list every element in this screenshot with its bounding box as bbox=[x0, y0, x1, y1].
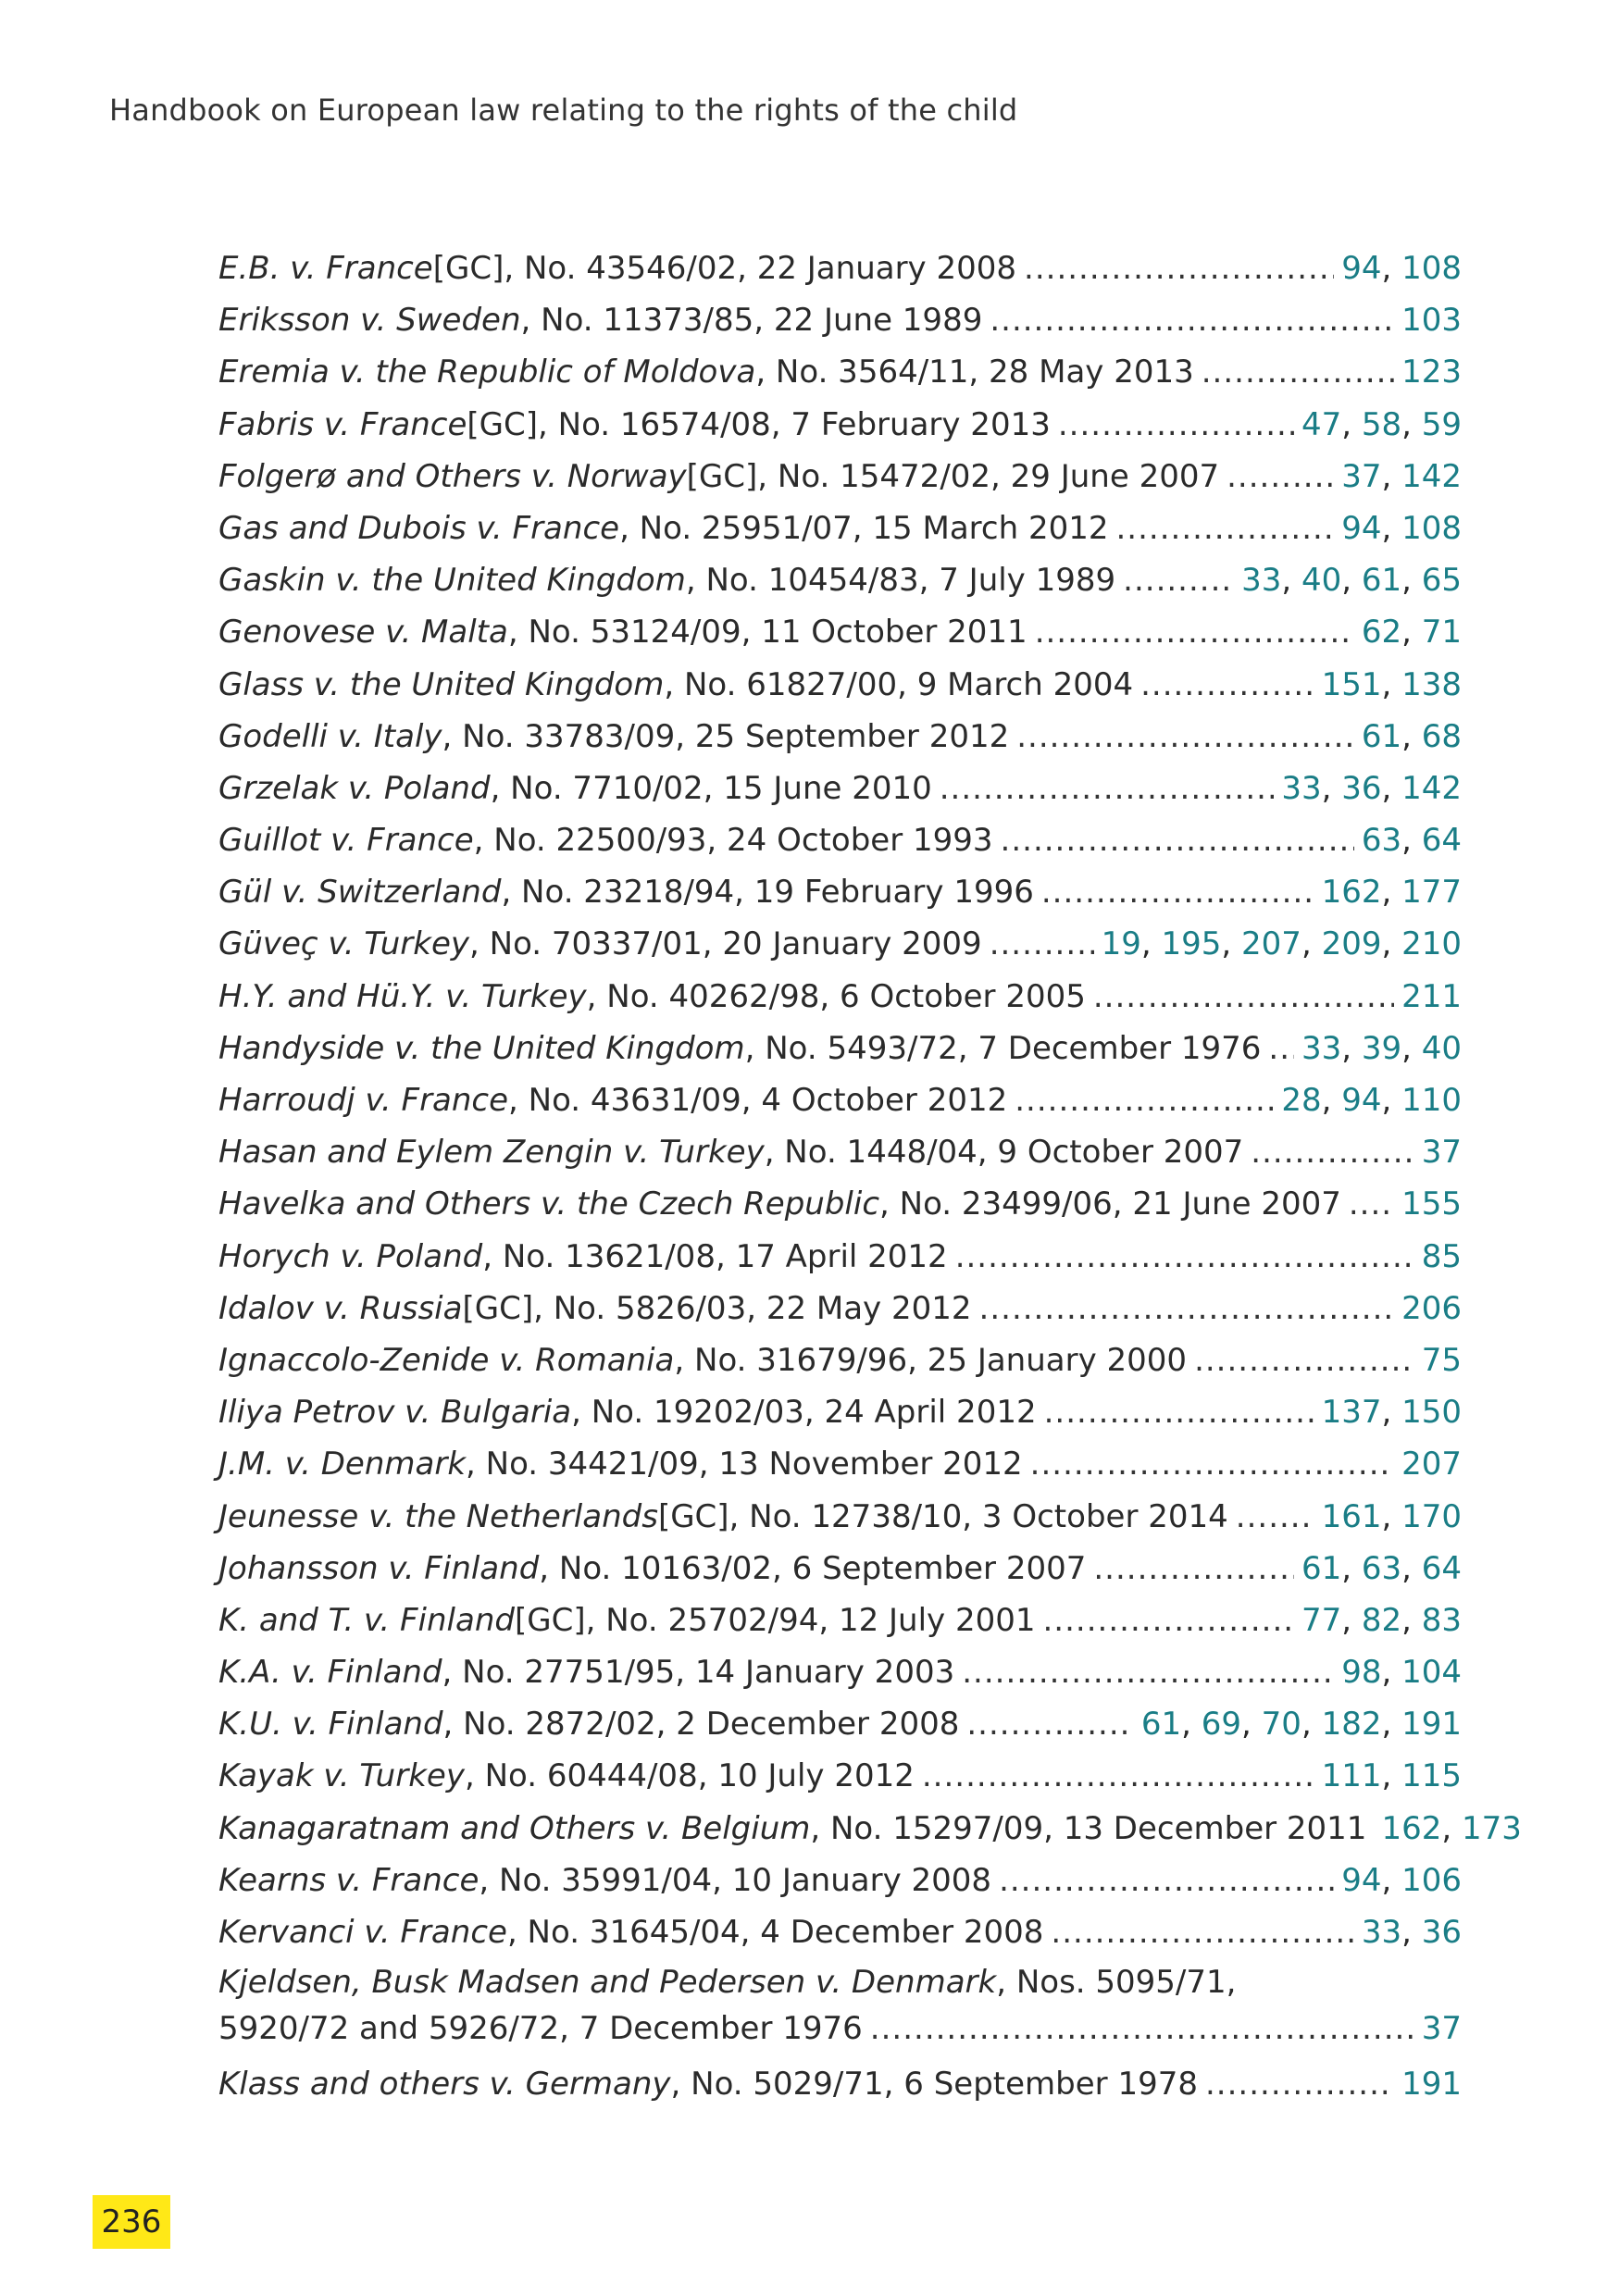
case-details: , Nos. 5095/71, bbox=[996, 1964, 1237, 2002]
page-link[interactable]: 142 bbox=[1401, 457, 1462, 495]
page-separator: , bbox=[1401, 614, 1422, 652]
page-references bbox=[1281, 1074, 1462, 1126]
case-entry bbox=[218, 814, 1462, 866]
page-link[interactable]: 61 bbox=[1361, 717, 1402, 755]
case-details: , No. 61827/00, 9 March 2004 bbox=[664, 665, 1134, 703]
dot-leader bbox=[870, 2006, 1414, 2051]
case-name: Johansson v. Finland bbox=[218, 1549, 540, 1587]
case-details: , No. 11373/85, 22 June 1989 bbox=[520, 302, 983, 340]
case-entry bbox=[218, 1178, 1462, 1230]
page-link[interactable]: 64 bbox=[1421, 1549, 1462, 1587]
case-details-continued: 5920/72 and 5926/72, 7 December 1976 bbox=[218, 2010, 863, 2048]
page-link[interactable]: 61 bbox=[1140, 1706, 1182, 1744]
page-link[interactable]: 103 bbox=[1401, 302, 1462, 340]
case-details: , No. 35991/04, 10 January 2008 bbox=[479, 1861, 992, 1899]
page-link[interactable]: 137 bbox=[1321, 1394, 1382, 1432]
case-name: Ignaccolo-Zenide v. Romania bbox=[218, 1341, 675, 1379]
page-link[interactable]: 191 bbox=[1401, 1706, 1462, 1744]
page-separator: , bbox=[1381, 665, 1402, 703]
page-link[interactable]: 33 bbox=[1361, 1914, 1402, 1951]
page-references bbox=[1301, 1543, 1462, 1595]
case-entry bbox=[218, 918, 1462, 970]
page-link[interactable]: 61 bbox=[1361, 562, 1402, 600]
page-references bbox=[1322, 1750, 1462, 1802]
page-link[interactable]: 36 bbox=[1341, 769, 1382, 807]
case-entry bbox=[218, 1906, 1462, 1958]
dot-leader bbox=[1194, 1334, 1414, 1386]
case-details: [GC], No. 16574/08, 7 February 2013 bbox=[467, 405, 1051, 443]
case-entry bbox=[218, 866, 1462, 918]
case-entry bbox=[218, 711, 1462, 763]
page-references bbox=[1401, 1283, 1462, 1334]
case-details: , No. 33783/09, 25 September 2012 bbox=[442, 717, 1010, 755]
case-entry bbox=[218, 1543, 1462, 1595]
page-separator: , bbox=[1341, 1601, 1362, 1639]
page-references bbox=[1401, 1178, 1462, 1230]
page-separator: , bbox=[1301, 925, 1322, 963]
dot-leader bbox=[999, 1855, 1334, 1906]
case-name: E.B. v. France bbox=[218, 250, 433, 287]
dot-leader bbox=[1044, 1386, 1314, 1438]
page-separator: , bbox=[1381, 1757, 1402, 1795]
page-references bbox=[1241, 554, 1462, 606]
case-details: , No. 19202/03, 24 April 2012 bbox=[571, 1394, 1037, 1432]
case-entry bbox=[218, 1231, 1462, 1283]
case-entry bbox=[218, 1283, 1462, 1334]
page-separator: , bbox=[1401, 1549, 1422, 1587]
page-link[interactable]: 173 bbox=[1461, 1809, 1522, 1847]
page-link[interactable]: 69 bbox=[1201, 1706, 1242, 1744]
dot-leader bbox=[1043, 1595, 1294, 1646]
page-references bbox=[1401, 1438, 1462, 1490]
case-details: , No. 23499/06, 21 June 2007 bbox=[879, 1185, 1341, 1223]
page-link[interactable]: 108 bbox=[1401, 250, 1462, 287]
page-link[interactable]: 77 bbox=[1301, 1601, 1342, 1639]
case-details: , No. 23218/94, 19 February 1996 bbox=[501, 874, 1034, 912]
page-separator: , bbox=[1381, 1861, 1402, 1899]
case-entry bbox=[218, 399, 1462, 451]
case-entry bbox=[218, 503, 1462, 554]
case-details: , No. 31679/96, 25 January 2000 bbox=[674, 1341, 1188, 1379]
case-entry bbox=[218, 1750, 1462, 1802]
page-separator: , bbox=[1381, 250, 1402, 287]
page-references bbox=[1341, 503, 1462, 554]
page-separator: , bbox=[1401, 822, 1422, 860]
case-entry bbox=[218, 1491, 1462, 1543]
page-references bbox=[1301, 399, 1462, 451]
case-entry bbox=[218, 1698, 1462, 1750]
page-separator: , bbox=[1381, 1654, 1402, 1692]
page-link[interactable]: 123 bbox=[1401, 354, 1462, 391]
page-link[interactable]: 207 bbox=[1241, 925, 1301, 963]
case-entry bbox=[218, 659, 1462, 711]
page-link[interactable]: 65 bbox=[1421, 562, 1462, 600]
page-link[interactable]: 33 bbox=[1281, 769, 1322, 807]
case-entry bbox=[218, 1334, 1462, 1386]
dot-leader bbox=[1202, 346, 1394, 398]
case-entry-line bbox=[218, 1958, 1462, 2006]
case-entry bbox=[218, 1958, 1462, 2058]
case-details: , No. 13621/08, 17 April 2012 bbox=[482, 1237, 948, 1275]
page-link[interactable]: 94 bbox=[1341, 250, 1382, 287]
page-separator: , bbox=[1381, 1497, 1402, 1535]
case-details: , No. 70337/01, 20 January 2009 bbox=[469, 925, 982, 963]
page-separator: , bbox=[1281, 562, 1301, 600]
dot-leader bbox=[940, 763, 1275, 814]
page-link[interactable]: 33 bbox=[1301, 1029, 1342, 1067]
case-details: [GC], No. 25702/94, 12 July 2001 bbox=[514, 1601, 1036, 1639]
case-entry bbox=[218, 242, 1462, 294]
page-separator: , bbox=[1381, 874, 1402, 912]
page-link[interactable]: 115 bbox=[1401, 1757, 1462, 1795]
page-link[interactable]: 37 bbox=[1421, 2010, 1462, 2048]
page-link[interactable]: 83 bbox=[1421, 1601, 1462, 1639]
page-separator: , bbox=[1341, 405, 1362, 443]
case-name: Handyside v. the United Kingdom bbox=[218, 1029, 745, 1067]
page-references bbox=[1362, 711, 1462, 763]
case-details: , No. 2872/02, 2 December 2008 bbox=[442, 1706, 960, 1744]
dot-leader bbox=[1140, 659, 1314, 711]
case-name: Hasan and Eylem Zengin v. Turkey bbox=[218, 1134, 765, 1172]
case-details: [GC], No. 12738/10, 3 October 2014 bbox=[657, 1497, 1228, 1535]
page-separator: , bbox=[1381, 509, 1402, 547]
page-references bbox=[1102, 918, 1462, 970]
page-references bbox=[1362, 1906, 1462, 1958]
dot-leader bbox=[955, 1231, 1414, 1283]
page-references bbox=[1341, 242, 1462, 294]
dot-leader bbox=[1123, 554, 1234, 606]
dot-leader bbox=[1205, 2058, 1394, 2110]
case-entry bbox=[218, 1803, 1522, 1855]
case-name: Glass v. the United Kingdom bbox=[218, 665, 665, 703]
page-separator: , bbox=[1140, 925, 1162, 963]
page-references bbox=[1341, 1646, 1462, 1698]
page-separator: , bbox=[1241, 1706, 1262, 1744]
page-separator: , bbox=[1381, 1394, 1402, 1432]
case-details: , No. 5493/72, 7 December 1976 bbox=[744, 1029, 1262, 1067]
page-link[interactable]: 33 bbox=[1241, 562, 1282, 600]
page-link[interactable]: 63 bbox=[1361, 822, 1402, 860]
dot-leader bbox=[1001, 814, 1354, 866]
dot-leader bbox=[1058, 399, 1294, 451]
case-name: J.M. v. Denmark bbox=[218, 1446, 467, 1483]
page-link[interactable]: 142 bbox=[1401, 769, 1462, 807]
page-separator: , bbox=[1381, 1706, 1402, 1744]
page-link[interactable]: 94 bbox=[1341, 1082, 1382, 1119]
case-name: K.A. v. Finland bbox=[218, 1654, 442, 1692]
page-separator: , bbox=[1341, 562, 1362, 600]
page-link[interactable]: 209 bbox=[1321, 925, 1382, 963]
dot-leader bbox=[979, 1283, 1395, 1334]
page-link[interactable]: 47 bbox=[1301, 405, 1342, 443]
case-entry bbox=[218, 1595, 1462, 1646]
page-link[interactable]: 191 bbox=[1401, 2066, 1462, 2104]
page-link[interactable]: 211 bbox=[1401, 977, 1462, 1015]
page-link[interactable]: 138 bbox=[1401, 665, 1462, 703]
page-references bbox=[1401, 294, 1462, 346]
case-details: , No. 27751/95, 14 January 2003 bbox=[442, 1654, 955, 1692]
page-link[interactable]: 104 bbox=[1401, 1654, 1462, 1692]
page-references bbox=[1401, 346, 1462, 398]
page-link[interactable]: 210 bbox=[1401, 925, 1462, 963]
page-separator: , bbox=[1221, 925, 1242, 963]
case-name: Fabris v. France bbox=[218, 405, 467, 443]
case-entry bbox=[218, 1023, 1462, 1074]
page-link[interactable]: 155 bbox=[1401, 1185, 1462, 1223]
case-name: Folgerø and Others v. Norway bbox=[218, 457, 687, 495]
case-name: Jeunesse v. the Netherlands bbox=[218, 1497, 658, 1535]
case-entry bbox=[218, 971, 1462, 1023]
page-link[interactable]: 94 bbox=[1341, 1861, 1382, 1899]
page-references bbox=[1322, 1491, 1462, 1543]
page-separator: , bbox=[1341, 1549, 1362, 1587]
case-name: Genovese v. Malta bbox=[218, 614, 508, 652]
case-details: [GC], No. 43546/02, 22 January 2008 bbox=[432, 250, 1017, 287]
dot-leader bbox=[1227, 451, 1334, 503]
page-separator: , bbox=[1301, 1706, 1322, 1744]
page-link[interactable]: 111 bbox=[1321, 1757, 1382, 1795]
page-link[interactable]: 75 bbox=[1421, 1341, 1462, 1379]
page-separator: , bbox=[1381, 925, 1402, 963]
case-name: Harroudj v. France bbox=[218, 1082, 509, 1119]
page-references bbox=[1422, 1126, 1462, 1178]
page-separator: , bbox=[1321, 1082, 1342, 1119]
case-name: Idalov v. Russia bbox=[218, 1289, 463, 1327]
case-entry bbox=[218, 2058, 1462, 2110]
case-name: Kjeldsen, Busk Madsen and Pedersen v. Denmark bbox=[218, 1964, 997, 2002]
case-name: Gas and Dubois v. France bbox=[218, 509, 620, 547]
page-link[interactable]: 82 bbox=[1361, 1601, 1402, 1639]
page-link[interactable]: 151 bbox=[1321, 665, 1382, 703]
dot-leader bbox=[1024, 242, 1334, 294]
page-references bbox=[1381, 1803, 1521, 1855]
page-link[interactable]: 58 bbox=[1361, 405, 1402, 443]
case-details: , No. 60444/08, 10 July 2012 bbox=[464, 1757, 915, 1795]
case-details: , No. 10454/83, 7 July 1989 bbox=[685, 562, 1116, 600]
case-entry bbox=[218, 346, 1462, 398]
page-references bbox=[1362, 814, 1462, 866]
page-link[interactable]: 64 bbox=[1421, 822, 1462, 860]
case-details: , No. 15297/09, 13 December 2011 bbox=[810, 1809, 1367, 1847]
case-entry-line bbox=[218, 2006, 1462, 2058]
case-name: Eriksson v. Sweden bbox=[218, 302, 521, 340]
case-name: Grzelak v. Poland bbox=[218, 769, 491, 807]
case-name: Guillot v. France bbox=[218, 822, 474, 860]
case-details: , No. 3564/11, 28 May 2013 bbox=[755, 354, 1194, 391]
page-references bbox=[1322, 659, 1462, 711]
case-entry bbox=[218, 1126, 1462, 1178]
dot-leader bbox=[966, 1698, 1134, 1750]
case-name: Kervanci v. France bbox=[218, 1914, 507, 1951]
dot-leader bbox=[1093, 971, 1394, 1023]
case-name: Eremia v. the Republic of Moldova bbox=[218, 354, 756, 391]
dot-leader bbox=[1016, 711, 1354, 763]
dot-leader bbox=[1041, 866, 1314, 918]
page-link[interactable]: 94 bbox=[1341, 509, 1382, 547]
case-name: Kearns v. France bbox=[218, 1861, 479, 1899]
page-separator: , bbox=[1381, 769, 1402, 807]
page-link[interactable]: 161 bbox=[1321, 1497, 1382, 1535]
page-link[interactable]: 37 bbox=[1341, 457, 1382, 495]
dot-leader bbox=[1349, 1178, 1394, 1230]
dot-leader bbox=[1051, 1906, 1353, 1958]
case-name: Horych v. Poland bbox=[218, 1237, 483, 1275]
case-details: , No. 53124/09, 11 October 2011 bbox=[507, 614, 1027, 652]
case-details: , No. 5029/71, 6 September 1978 bbox=[670, 2066, 1198, 2104]
page-number-badge: 236 bbox=[93, 2195, 170, 2249]
case-details: , No. 40262/98, 6 October 2005 bbox=[586, 977, 1086, 1015]
dot-leader bbox=[962, 1646, 1334, 1698]
running-header: Handbook on European law relating to the rights of the child bbox=[109, 93, 1018, 128]
page-link[interactable]: 108 bbox=[1401, 509, 1462, 547]
case-details: , No. 10163/02, 6 September 2007 bbox=[539, 1549, 1087, 1587]
case-name: K.U. v. Finland bbox=[218, 1706, 443, 1744]
page-references bbox=[1341, 451, 1462, 503]
page-separator: , bbox=[1381, 457, 1402, 495]
case-entry bbox=[218, 1855, 1462, 1906]
case-name: Klass and others v. Germany bbox=[218, 2066, 671, 2104]
dot-leader bbox=[1015, 1074, 1274, 1126]
case-name: Havelka and Others v. the Czech Republic bbox=[218, 1185, 880, 1223]
page-link[interactable]: 85 bbox=[1421, 1237, 1462, 1275]
page-separator: , bbox=[1321, 769, 1342, 807]
case-index-list bbox=[218, 242, 1522, 2111]
page-references bbox=[1141, 1698, 1462, 1750]
page-link[interactable]: 162 bbox=[1381, 1809, 1442, 1847]
case-details: , No. 25951/07, 15 March 2012 bbox=[619, 509, 1109, 547]
page-link[interactable]: 40 bbox=[1421, 1029, 1462, 1067]
page-separator: , bbox=[1441, 1809, 1462, 1847]
page-link[interactable]: 177 bbox=[1401, 874, 1462, 912]
page-link[interactable]: 68 bbox=[1421, 717, 1462, 755]
page-references bbox=[1301, 1595, 1462, 1646]
page-link[interactable]: 63 bbox=[1361, 1549, 1402, 1587]
page-link[interactable]: 150 bbox=[1401, 1394, 1462, 1432]
page-link[interactable]: 206 bbox=[1401, 1289, 1462, 1327]
page-separator: , bbox=[1401, 562, 1422, 600]
case-entry bbox=[218, 1386, 1462, 1438]
page-link[interactable]: 19 bbox=[1101, 925, 1141, 963]
page-link[interactable]: 207 bbox=[1401, 1446, 1462, 1483]
dot-leader bbox=[1030, 1438, 1394, 1490]
page-references bbox=[1341, 1855, 1462, 1906]
dot-leader bbox=[1251, 1126, 1414, 1178]
case-details: , No. 31645/04, 4 December 2008 bbox=[506, 1914, 1044, 1951]
page-link[interactable]: 182 bbox=[1321, 1706, 1382, 1744]
page-link[interactable]: 28 bbox=[1281, 1082, 1322, 1119]
case-name: Kanagaratnam and Others v. Belgium bbox=[218, 1809, 811, 1847]
page-separator: , bbox=[1401, 717, 1422, 755]
case-details: , No. 22500/93, 24 October 1993 bbox=[473, 822, 993, 860]
page-link[interactable]: 61 bbox=[1301, 1549, 1342, 1587]
case-details: , No. 1448/04, 9 October 2007 bbox=[764, 1134, 1244, 1172]
case-entry bbox=[218, 606, 1462, 658]
case-name: Godelli v. Italy bbox=[218, 717, 442, 755]
page-references bbox=[1422, 1231, 1462, 1283]
dot-leader bbox=[990, 294, 1394, 346]
case-name: Iliya Petrov v. Bulgaria bbox=[218, 1394, 572, 1432]
page-separator: , bbox=[1401, 1914, 1422, 1951]
dot-leader bbox=[922, 1750, 1314, 1802]
case-entry bbox=[218, 554, 1462, 606]
page-link[interactable]: 36 bbox=[1421, 1914, 1462, 1951]
page-link[interactable]: 70 bbox=[1261, 1706, 1301, 1744]
page-separator: , bbox=[1341, 1029, 1362, 1067]
case-details: , No. 43631/09, 4 October 2012 bbox=[508, 1082, 1008, 1119]
case-details: , No. 7710/02, 15 June 2010 bbox=[490, 769, 932, 807]
case-name: H.Y. and Hü.Y. v. Turkey bbox=[218, 977, 587, 1015]
case-name: K. and T. v. Finland bbox=[218, 1601, 515, 1639]
case-entry bbox=[218, 763, 1462, 814]
page-link[interactable]: 71 bbox=[1421, 614, 1462, 652]
case-entry bbox=[218, 1074, 1462, 1126]
page-separator: , bbox=[1381, 1082, 1402, 1119]
page-link[interactable]: 37 bbox=[1421, 1134, 1462, 1172]
page-references bbox=[1401, 971, 1462, 1023]
page-references bbox=[1322, 866, 1462, 918]
page-references bbox=[1422, 2006, 1462, 2051]
page-references bbox=[1362, 606, 1462, 658]
case-entry bbox=[218, 294, 1462, 346]
page-references bbox=[1422, 1334, 1462, 1386]
page-link[interactable]: 59 bbox=[1421, 405, 1462, 443]
page-link[interactable]: 98 bbox=[1341, 1654, 1382, 1692]
page-references bbox=[1401, 2058, 1462, 2110]
case-name: Gül v. Switzerland bbox=[218, 874, 502, 912]
case-entry bbox=[218, 451, 1462, 503]
case-name: Güveç v. Turkey bbox=[218, 925, 470, 963]
page-link[interactable]: 195 bbox=[1161, 925, 1222, 963]
page-link[interactable]: 106 bbox=[1401, 1861, 1462, 1899]
case-details: , No. 34421/09, 13 November 2012 bbox=[466, 1446, 1023, 1483]
page-references bbox=[1301, 1023, 1462, 1074]
page-references bbox=[1322, 1386, 1462, 1438]
dot-leader bbox=[1035, 606, 1354, 658]
case-name: Kayak v. Turkey bbox=[218, 1757, 465, 1795]
dot-leader bbox=[1115, 503, 1334, 554]
dot-leader bbox=[1236, 1491, 1314, 1543]
page-separator: , bbox=[1401, 1029, 1422, 1067]
page-link[interactable]: 39 bbox=[1361, 1029, 1402, 1067]
page-references bbox=[1281, 763, 1462, 814]
page-link[interactable]: 62 bbox=[1361, 614, 1402, 652]
case-details: [GC], No. 5826/03, 22 May 2012 bbox=[462, 1289, 972, 1327]
case-entry bbox=[218, 1438, 1462, 1490]
dot-leader bbox=[990, 918, 1094, 970]
page-separator: , bbox=[1181, 1706, 1202, 1744]
case-details: [GC], No. 15472/02, 29 June 2007 bbox=[686, 457, 1220, 495]
page-separator: , bbox=[1401, 405, 1422, 443]
dot-leader bbox=[1268, 1023, 1294, 1074]
case-entry bbox=[218, 1646, 1462, 1698]
dot-leader bbox=[1093, 1543, 1294, 1595]
page-link[interactable]: 162 bbox=[1321, 874, 1382, 912]
page-link[interactable]: 110 bbox=[1401, 1082, 1462, 1119]
page-link[interactable]: 40 bbox=[1301, 562, 1342, 600]
page-separator: , bbox=[1401, 1601, 1422, 1639]
case-name: Gaskin v. the United Kingdom bbox=[218, 562, 686, 600]
page-link[interactable]: 170 bbox=[1401, 1497, 1462, 1535]
